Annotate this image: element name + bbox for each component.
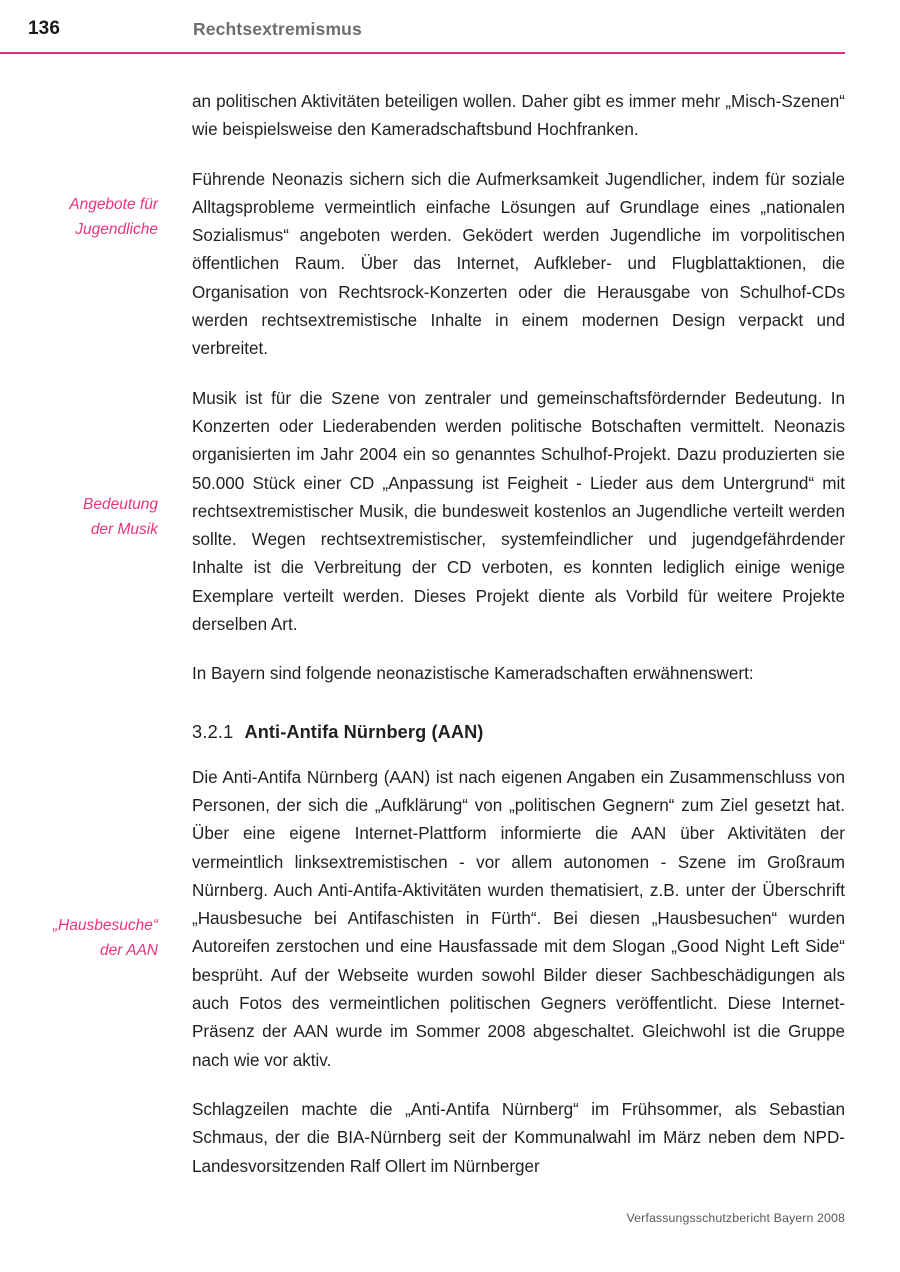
body-paragraph: an politischen Aktivitäten beteiligen wollen. Daher gibt es immer mehr „Misch-Szenen“ wie beispielsweise den Kameradschaftsbund Hochfranken. [192,92,845,140]
margin-note-hausbesuche-der-aan [0,913,158,963]
body-paragraph: Musik ist für die Szene von zentraler und gemeinschaftsfördernder Bedeutung. In Konzerten oder Liederabenden werden politische Botschaften vermittelt. Neonazis organisierten im Jahr 2004 ein so genanntes Schulhof-Projekt. Dazu produzierten sie 50.000 Stück einer CD „Anpassung ist Feigheit - Lieder aus dem Untergrund“ mit rechtsextremistischer Musik, die bundesweit kostenlos an Jugendliche verteilt werden sollte. Wegen rechtsextremistischer, systemfeindlicher und jugendgefährdender Inhalte ist die Verbreitung der CD verboten, es konnten lediglich einige wenige Exemplare verteilt werden. Dieses Projekt diente als Vorbild für weitere Projekte derselben Art. [192,388,845,635]
section-heading-title: Anti-Antifa Nürnberg (AAN) [244,721,484,742]
main-text-column [192,88,845,1181]
margin-note-line: der Musik [90,521,158,538]
page-footer: Verfassungsschutzbericht Bayern 2008 [626,1211,845,1225]
body-paragraph: Die Anti-Antifa Nürnberg (AAN) ist nach eigenen Angaben ein Zusammenschluss von Personen, der sich die „Aufklärung“ von „politischen Gegnern“ zum Ziel gesetzt hat. Über eine eigene Internet-Plattform informierte die AAN über Aktivitäten der vermeintlich linksextremistischen - vor allem autonomen - Szene im Großraum Nürnberg. Auch Anti-Antifa-Aktivitäten wurden thematisiert, z.B. unter der Überschrift „Hausbesuche bei Antifaschisten in Fürth“. Bei diesen „Hausbesuchen“ wurden Autoreifen zerstochen und eine Hausfassade mit dem Slogan „Good Night Left Side“ besprüht. Auf der Webseite wurden sowohl Bilder dieser Sachbeschädigungen als auch Fotos des vermeintlichen politischen Gegners veröffentlicht. Diese Internet-Präsenz der AAN wurde im Sommer 2008 abgeschaltet. Gleichwohl ist die Gruppe nach wie vor aktiv. [192,767,845,1070]
margin-note-line: Angebote für [69,196,158,213]
section-heading-number: 3.2.1 [192,721,234,742]
body-paragraph: Führende Neonazis sichern sich die Aufmerksamkeit Jugendlicher, indem für soziale Alltagsprobleme vermeintlich einfache Lösungen auf Grundlage eines „nationalen Sozialismus“ angeboten werden. Geködert werden Jugendliche im vorpolitischen öffentlichen Raum. Über das Internet, Aufkleber- und Flugblattaktionen, die Organisation von Rechtsrock-Konzerten oder die Herausgabe von Schulhof-CDs werden rechtsextremistische Inhalte in einem modernen Design verpackt und verbreitet. [192,169,845,359]
margin-note-bedeutung-der-musik [0,492,158,542]
margin-note-line: „Hausbesuche“ [52,917,158,934]
margin-note-line: Bedeutung [83,496,158,513]
section-heading-3-2-1 [192,719,845,745]
page-number: 136 [28,18,61,39]
header-rule [0,52,845,54]
body-paragraph: Schlagzeilen machte die „Anti-Antifa Nürnberg“ im Frühsommer, als Sebastian Schmaus, der die BIA-Nürnberg seit der Kommunalwahl im März neben dem NPD-Landesvorsitzenden Ralf Ollert im Nürnberger [192,1099,845,1176]
margin-note-line: der AAN [99,942,158,959]
section-title: Rechtsextremismus [193,19,362,39]
page-header [0,18,845,52]
margin-note-angebote-fuer-jugendliche [0,192,158,242]
body-paragraph: In Bayern sind folgende neonazistische Kameradschaften erwähnenswert: [192,664,754,684]
margin-note-line: Jugendliche [75,221,158,238]
